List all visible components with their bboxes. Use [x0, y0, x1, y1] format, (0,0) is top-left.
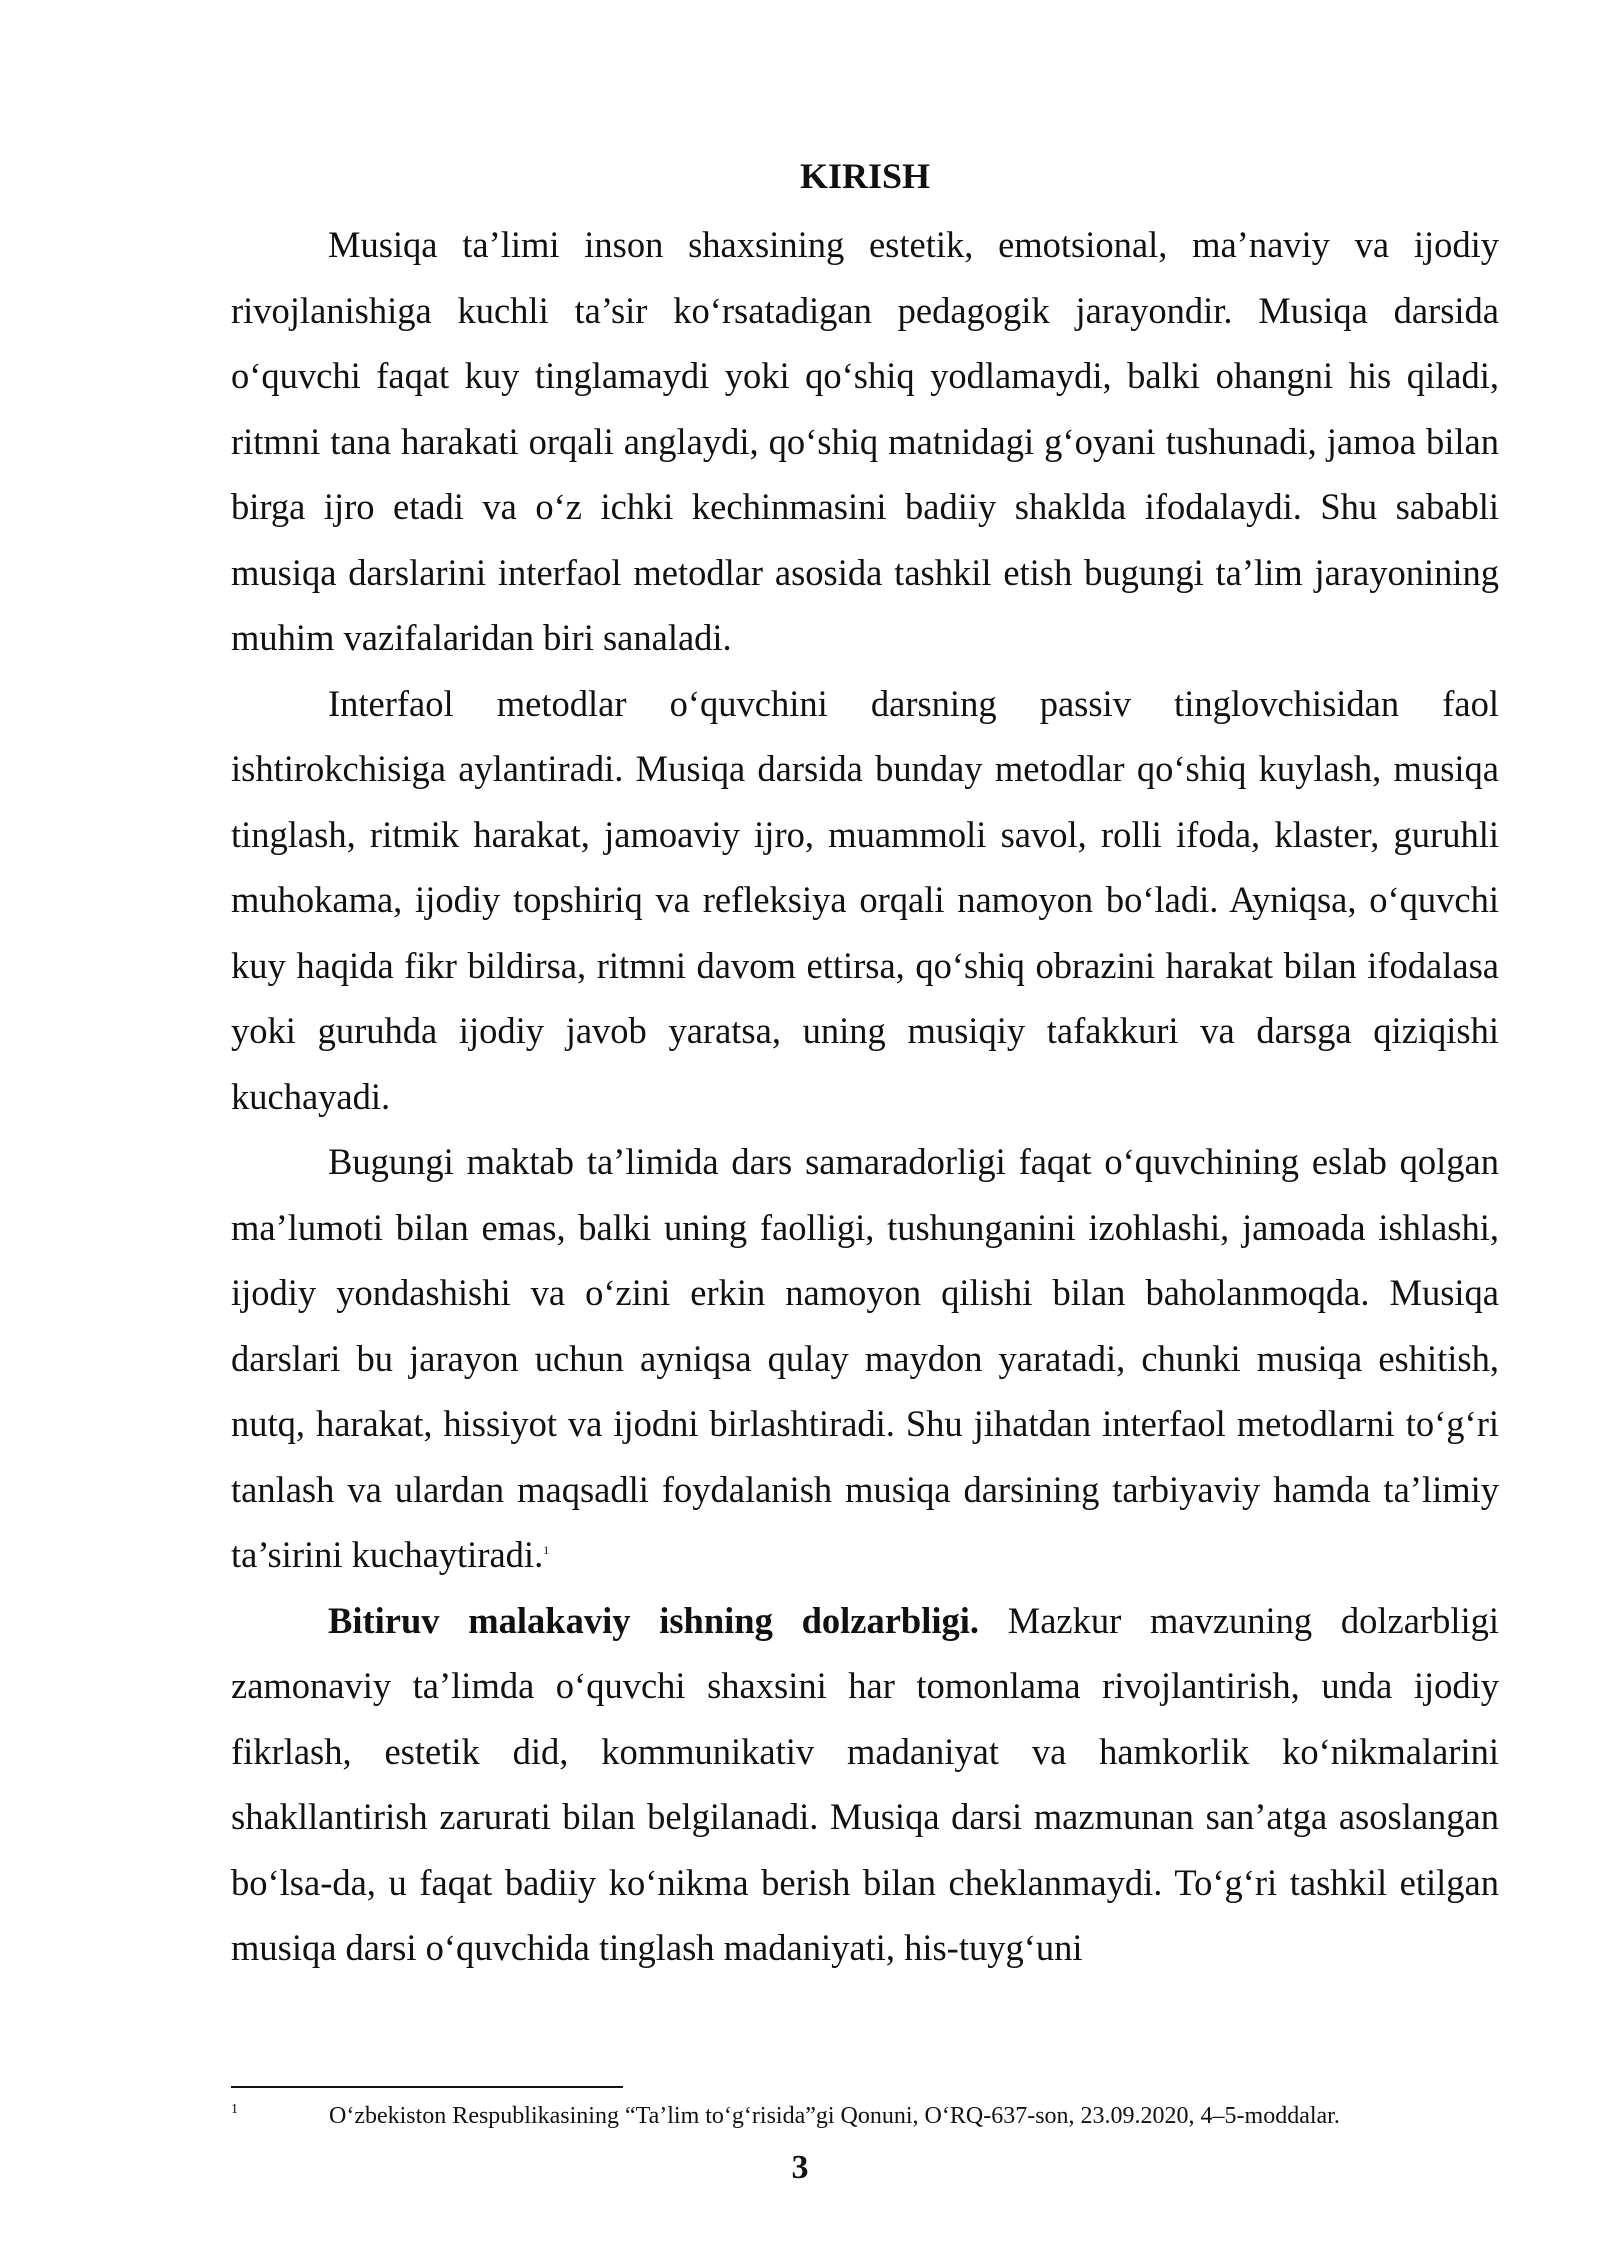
footnote-text: O‘zbekiston Respublikasining “Ta’lim to‘g‘risida”gi Qonuni, O‘RQ-637-son, 23.09.2020, 4–5-moddalar. [329, 2103, 1340, 2129]
relevance-heading: Bitiruv malakaviy ishning dolzarbligi. [328, 1599, 980, 1641]
paragraph-text: Bugungi maktab ta’limida dars samaradorligi faqat o‘quvchining eslab qolgan ma’lumoti bilan emas, balki uning faolligi, tushunganini izohlashi, jamoada ishlashi, ijodiy yondashishi va o‘zini erkin namoyon qilishi bilan baholanmoqda. Musiqa darslari bu jarayon uchun ayniqsa qulay maydon yaratadi, chunki musiqa eshitish, nutq, harakat, hissiyot va ijodni birlashtiradi. Shu jihatdan interfaol metodlarni to‘g‘ri tanlash va ulardan maqsadli foydalanish musiqa darsining tarbiyaviy hamda ta’limiy ta’sirini kuchaytiradi. [231, 1141, 1499, 1575]
footnote-number: 1 [231, 2102, 238, 2117]
main-text [231, 148, 1499, 1981]
page-number: 3 [791, 2149, 809, 2186]
paragraph: Musiqa ta’limi inson shaxsining estetik, emotsional, ma’naviy va ijodiy rivojlanishiga kuchli ta’sir ko‘rsatadigan pedagogik jarayondir. Musiqa darsida o‘quvchi faqat kuy tinglamaydi yoki qo‘shiq yodlamaydi, balki ohangni his qiladi, ritmni tana harakati orqali anglaydi, qo‘shiq matnidagi g‘oyani tushunadi, jamoa bilan birga ijro etadi va o‘z ichki kechinmasini badiiy shaklda ifodalaydi. Shu sababli musiqa darslarini interfaol metodlar asosida tashkil etish bugungi ta’lim jarayonining muhim vazifalaridan biri sanaladi. [231, 224, 1499, 658]
footnote-reference[interactable]: 1 [543, 1542, 550, 1557]
paragraph: Interfaol metodlar o‘quvchini darsning passiv tinglovchisidan faol ishtirokchisiga aylantiradi. Musiqa darsida bunday metodlar qo‘shiq kuylash, musiqa tinglash, ritmik harakat, jamoaviy ijro, muammoli savol, rolli ifoda, klaster, guruhli muhokama, ijodiy topshiriq va refleksiya orqali namoyon bo‘ladi. Ayniqsa, o‘quvchi kuy haqida fikr bildirsa, ritmni davom ettirsa, qo‘shiq obrazini harakat bilan ifodalasa yoki guruhda ijodiy javob yaratsa, uning musiqiy tafakkuri va darsga qiziqishi kuchayadi. [231, 682, 1499, 1117]
footnote-separator [231, 2086, 623, 2088]
page-title: KIRISH [799, 156, 931, 196]
paragraph [231, 1129, 1499, 1588]
relevance-text: Mazkur mavzuning dolzarbligi zamonaviy ta’limda o‘quvchi shaxsini har tomonlama rivojlantirish, unda ijodiy fikrlash, estetik did, kommunikativ madaniyat va hamkorlik ko‘nikmalarini shakllantirish zarurati bilan belgilanadi. Musiqa darsi mazmunan san’atga asoslangan bo‘lsa-da, u faqat badiiy ko‘nikma berish bilan cheklanmaydi. To‘g‘ri tashkil etilgan musiqa darsi o‘quvchida tinglash madaniyati, his-tuyg‘uni [231, 1599, 1499, 1968]
relevance-paragraph [231, 1588, 1499, 1981]
